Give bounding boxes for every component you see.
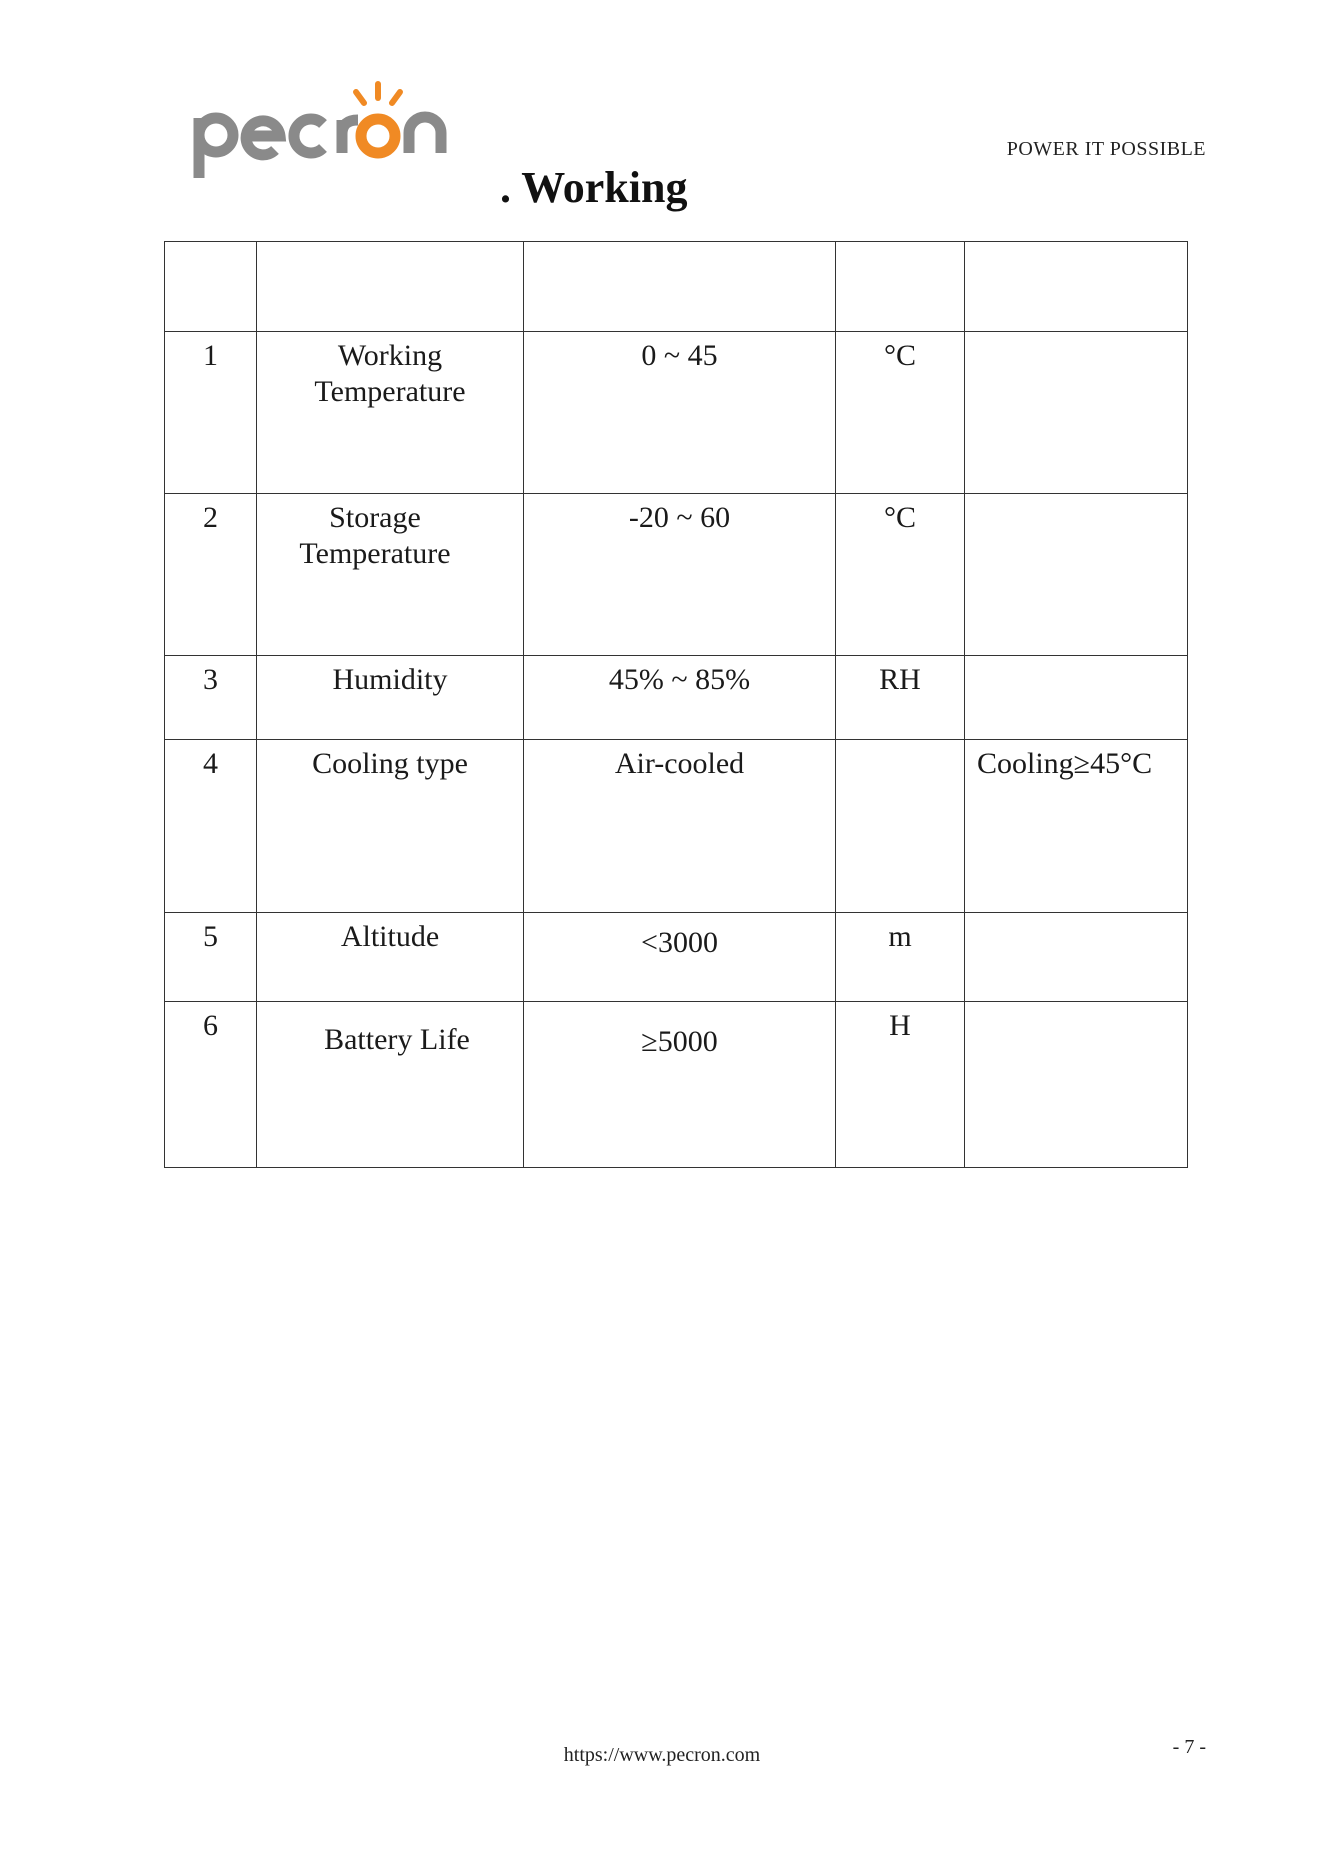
row-value: ≥5000 — [524, 1002, 836, 1168]
row-note — [965, 332, 1188, 494]
header-cell — [836, 242, 965, 332]
row-item-text: Working Temperature — [314, 339, 466, 408]
table-row — [165, 656, 1188, 740]
table-row — [165, 913, 1188, 1002]
row-note — [965, 494, 1188, 656]
row-number: 2 — [165, 494, 257, 656]
row-value: Air-cooled — [524, 740, 836, 913]
page-number: - 7 - — [1172, 1736, 1206, 1758]
row-unit: m — [836, 913, 965, 1002]
header-cell — [165, 242, 257, 332]
section-title: . Working — [500, 163, 688, 212]
row-value: 0 ~ 45 — [524, 332, 836, 494]
row-note — [965, 913, 1188, 1002]
row-note: Cooling≥45°C — [965, 740, 1188, 913]
table-row — [165, 1002, 1188, 1168]
row-unit: °C — [836, 494, 965, 656]
row-unit: °C — [836, 332, 965, 494]
header-cell — [524, 242, 836, 332]
row-item: Battery Life — [257, 1002, 524, 1168]
tagline: POWER IT POSSIBLE — [1006, 138, 1206, 160]
row-number: 3 — [165, 656, 257, 740]
table-row — [165, 332, 1188, 494]
row-value: <3000 — [524, 913, 836, 1002]
row-note — [965, 656, 1188, 740]
table-header-row — [165, 242, 1188, 332]
row-number: 1 — [165, 332, 257, 494]
row-value: 45% ~ 85% — [524, 656, 836, 740]
row-unit: RH — [836, 656, 965, 740]
spec-table — [164, 241, 1188, 1168]
row-number: 4 — [165, 740, 257, 913]
footer-url: https://www.pecron.com — [563, 1744, 761, 1766]
row-item: Altitude — [257, 913, 524, 1002]
table-row — [165, 494, 1188, 656]
row-unit: H — [836, 1002, 965, 1168]
row-note — [965, 1002, 1188, 1168]
table-row — [165, 740, 1188, 913]
header-cell — [257, 242, 524, 332]
pecron-logo — [182, 58, 462, 188]
row-number: 6 — [165, 1002, 257, 1168]
row-item — [257, 332, 524, 494]
row-value: -20 ~ 60 — [524, 494, 836, 656]
row-item — [257, 494, 524, 656]
row-number: 5 — [165, 913, 257, 1002]
row-unit — [836, 740, 965, 913]
row-item: Humidity — [257, 656, 524, 740]
header-cell — [965, 242, 1188, 332]
row-item: Cooling type — [257, 740, 524, 913]
row-item-text: Storage Temperature — [299, 501, 451, 570]
